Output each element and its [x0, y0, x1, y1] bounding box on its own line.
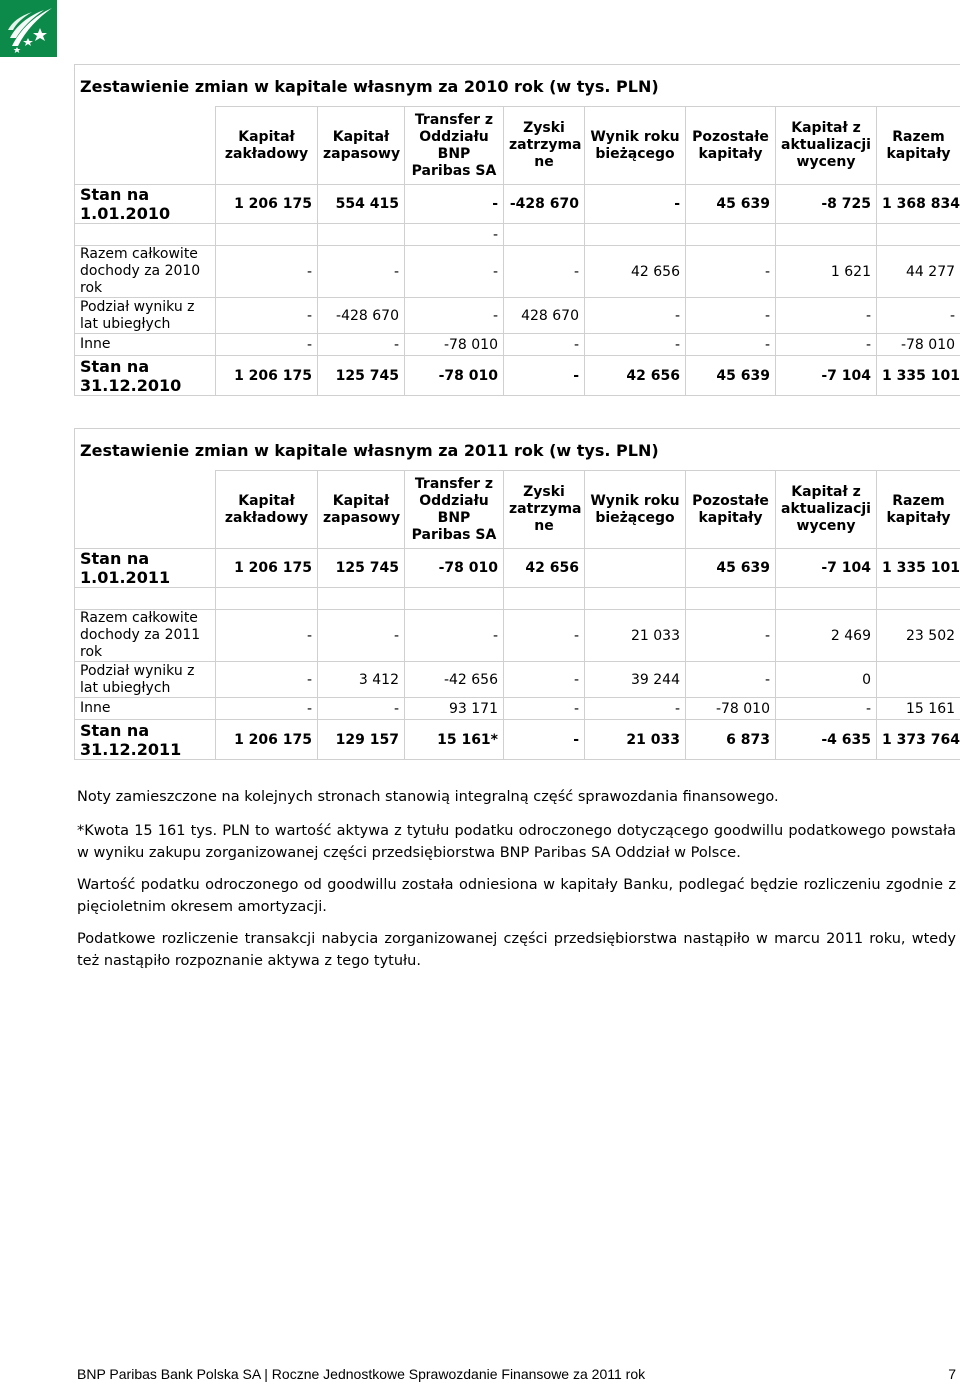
column-header: Kapitał zapasowy: [318, 107, 405, 185]
table-cell: -7 104: [776, 549, 877, 588]
table-cell: 6 873: [686, 720, 776, 760]
notes-integral-statement: Noty zamieszczone na kolejnych stronach stanowią integralną część sprawozdania finansowego.: [77, 789, 779, 805]
table-cell: [877, 662, 960, 698]
table-cell: -: [405, 224, 504, 246]
table-cell: 45 639: [686, 356, 776, 396]
table-cell: [877, 588, 960, 610]
table-cell: -: [776, 298, 877, 334]
column-header: Pozostałe kapitały: [686, 107, 776, 185]
table-cell: [405, 588, 504, 610]
table-cell: -: [216, 334, 318, 356]
bnp-paribas-stars-icon: [0, 0, 57, 57]
table-cell: -: [686, 246, 776, 298]
table-cell: -: [216, 610, 318, 662]
table-cell: 1 621: [776, 246, 877, 298]
table-cell: -: [504, 662, 585, 698]
table-cell: -428 670: [504, 185, 585, 224]
column-header: Transfer z Oddziału BNP Paribas SA: [405, 107, 504, 185]
row-label: Podział wyniku z lat ubiegłych: [75, 662, 216, 698]
table-cell: [776, 588, 877, 610]
table-cell: 42 656: [585, 246, 686, 298]
table-cell: -: [216, 662, 318, 698]
table-cell: 1 206 175: [216, 720, 318, 760]
table-cell: [585, 224, 686, 246]
note-tax-settlement: Podatkowe rozliczenie transakcji nabycia zorganizowanej części przedsiębiorstwa nastąpiło w marcu 2011 roku, wtedy też nastąpiło rozpoznanie aktywa z tego tytułu.: [77, 931, 956, 969]
table-cell: 1 368 834: [877, 185, 960, 224]
table-cell: [216, 588, 318, 610]
row-label: Razem całkowite dochody za 2010 rok: [75, 246, 216, 298]
table-cell: -: [686, 610, 776, 662]
table-cell: -8 725: [776, 185, 877, 224]
table-cell: 428 670: [504, 298, 585, 334]
table-cell: 93 171: [405, 698, 504, 720]
table-cell: [877, 224, 960, 246]
table-cell: -: [776, 698, 877, 720]
table-cell: 2 469: [776, 610, 877, 662]
column-header: Kapitał zakładowy: [216, 107, 318, 185]
table-cell: 45 639: [686, 549, 776, 588]
table-cell: 42 656: [585, 356, 686, 396]
table-cell: 21 033: [585, 610, 686, 662]
table-cell: -: [504, 246, 585, 298]
table-cell: -: [216, 246, 318, 298]
table-cell: -: [318, 246, 405, 298]
column-header: Transfer z Oddziału BNP Paribas SA: [405, 471, 504, 549]
table-cell: 15 161*: [405, 720, 504, 760]
table-cell: 21 033: [585, 720, 686, 760]
table-cell: [318, 224, 405, 246]
table-cell: 554 415: [318, 185, 405, 224]
row-label: Razem całkowite dochody za 2011 rok: [75, 610, 216, 662]
table-cell: -: [686, 298, 776, 334]
table-cell: 125 745: [318, 549, 405, 588]
table-cell: -: [405, 610, 504, 662]
table-cell: [504, 224, 585, 246]
table-cell: 0: [776, 662, 877, 698]
row-label: Podział wyniku z lat ubiegłych: [75, 298, 216, 334]
table-cell: -: [504, 334, 585, 356]
table-cell: -7 104: [776, 356, 877, 396]
table-cell: -: [504, 356, 585, 396]
spacer-cell: [75, 224, 216, 246]
table-cell: -: [686, 662, 776, 698]
table-cell: -: [405, 298, 504, 334]
bnp-paribas-logo: [0, 0, 57, 57]
table-cell: 44 277: [877, 246, 960, 298]
table-cell: -: [504, 720, 585, 760]
row-label: Inne: [75, 334, 216, 356]
column-header: Zyski zatrzyma ne: [504, 471, 585, 549]
table-cell: -: [686, 334, 776, 356]
table-cell: -: [405, 185, 504, 224]
table-cell: 1 206 175: [216, 185, 318, 224]
column-header: Razem kapitały: [877, 471, 960, 549]
column-header: Kapitał z aktualizacji wyceny: [776, 471, 877, 549]
table-cell: -: [504, 610, 585, 662]
table-cell: 125 745: [318, 356, 405, 396]
table-cell: -: [585, 298, 686, 334]
row-label: Stan na 1.01.2010: [75, 185, 216, 224]
column-header: Razem kapitały: [877, 107, 960, 185]
table-cell: -: [776, 334, 877, 356]
row-label: Inne: [75, 698, 216, 720]
table-title: Zestawienie zmian w kapitale własnym za 2011 rok (w tys. PLN): [75, 429, 960, 471]
table-cell: -428 670: [318, 298, 405, 334]
spacer-cell: [75, 588, 216, 610]
table-cell: -78 010: [686, 698, 776, 720]
page-footer: [77, 1366, 956, 1382]
table-cell: [216, 224, 318, 246]
table-cell: [686, 588, 776, 610]
table-cell: [776, 224, 877, 246]
table-cell: 1 206 175: [216, 549, 318, 588]
table-cell: -: [318, 698, 405, 720]
table-cell: [686, 224, 776, 246]
footnote-deferred-tax-amount: *Kwota 15 161 tys. PLN to wartość aktywa z tytułu podatku odroczonego dotyczącego goodwillu podatkowego powstała w wyniku zakupu zorganizowanej części przedsiębiorstwa BNP Paribas SA Oddział w Polsce.: [77, 823, 956, 861]
page-number: 7: [948, 1366, 956, 1382]
table-cell: 15 161: [877, 698, 960, 720]
column-header: Wynik roku bieżącego: [585, 107, 686, 185]
table-cell: -78 010: [405, 334, 504, 356]
table-cell: -: [216, 298, 318, 334]
table-cell: -: [585, 698, 686, 720]
table-cell: 42 656: [504, 549, 585, 588]
table-cell: -: [318, 334, 405, 356]
column-header: Zyski zatrzyma ne: [504, 107, 585, 185]
table-cell: -: [318, 610, 405, 662]
table-cell: 1 335 101: [877, 549, 960, 588]
table-title: Zestawienie zmian w kapitale własnym za 2010 rok (w tys. PLN): [75, 65, 960, 107]
table-cell: [318, 588, 405, 610]
note-goodwill-deferred-tax: Wartość podatku odroczonego od goodwillu została odniesiona w kapitały Banku, podlegać będzie rozliczeniu zgodnie z pięcioletnim okresem amortyzacji.: [77, 877, 956, 915]
header-stub: [75, 471, 216, 549]
table-cell: 39 244: [585, 662, 686, 698]
table-cell: -42 656: [405, 662, 504, 698]
table-cell: 1 206 175: [216, 356, 318, 396]
table-cell: -78 010: [405, 356, 504, 396]
row-label: Stan na 31.12.2010: [75, 356, 216, 396]
table-cell: -: [216, 698, 318, 720]
table-cell: 45 639: [686, 185, 776, 224]
header-stub: [75, 107, 216, 185]
column-header: Kapitał zapasowy: [318, 471, 405, 549]
column-header: Kapitał zakładowy: [216, 471, 318, 549]
column-header: Pozostałe kapitały: [686, 471, 776, 549]
table-cell: -4 635: [776, 720, 877, 760]
equity-changes-table-2011: [74, 428, 960, 760]
table-cell: 23 502: [877, 610, 960, 662]
table-cell: -: [504, 698, 585, 720]
row-label: Stan na 31.12.2011: [75, 720, 216, 760]
table-cell: 129 157: [318, 720, 405, 760]
row-label: Stan na 1.01.2011: [75, 549, 216, 588]
table-cell: -78 010: [405, 549, 504, 588]
table-cell: -: [585, 334, 686, 356]
table-cell: -: [585, 185, 686, 224]
equity-changes-table-2010: [74, 64, 960, 396]
table-cell: -78 010: [877, 334, 960, 356]
table-cell: 1 335 101: [877, 356, 960, 396]
table-cell: 3 412: [318, 662, 405, 698]
table-cell: [504, 588, 585, 610]
column-header: Kapitał z aktualizacji wyceny: [776, 107, 877, 185]
table-cell: -: [405, 246, 504, 298]
table-cell: [585, 588, 686, 610]
table-cell: [585, 549, 686, 588]
footer-text: BNP Paribas Bank Polska SA | Roczne Jednostkowe Sprawozdanie Finansowe za 2011 rok: [77, 1366, 646, 1382]
table-cell: -: [877, 298, 960, 334]
column-header: Wynik roku bieżącego: [585, 471, 686, 549]
table-cell: 1 373 764: [877, 720, 960, 760]
